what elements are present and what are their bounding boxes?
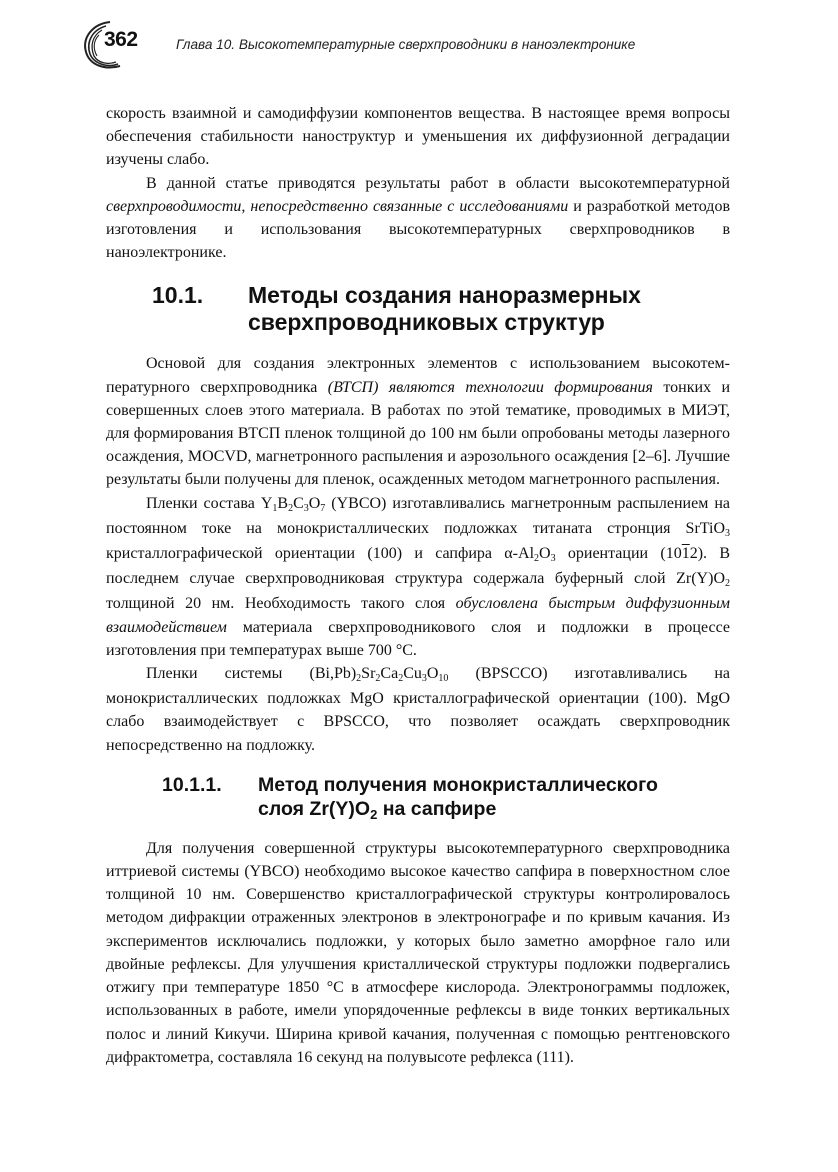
text-run: (BPSCCO) изготавливались на монокристаллических подложках MgO кристаллографической ориентации (100). MgO слабо взаимодействует с BPSCCO, что позволяет осаждать сверхпроводник непосредственно на подложку. [106,665,730,754]
subsection-title [258,773,730,823]
subsection-title-line-1: Метод получения монокристаллического [258,773,658,796]
section-number: 10.1. [152,282,204,309]
text-run: тонких и совершенных слоев этого материала. В работах по этой тематике, проводимых в МИЭТ, для формирования ВТСП пленок толщиной до 100 нм были опробованы методы лазерного осаждения, MOCVD, магнетронного распыления и аэрозольного осаждения [2–6]. Лучшие результаты были получены для пленок, осажденных методом магнетронного распыления. [106,378,731,489]
text-run: O [539,545,551,563]
subscript: 3 [725,527,730,539]
text-run: Sr [361,665,376,683]
text-run: O [426,665,439,683]
subscript: 2 [398,673,404,685]
section-heading-10-1 [106,282,730,336]
subscript: 2 [534,553,540,565]
text-run: Ca [380,665,399,683]
subscript: 2 [356,673,362,685]
text-run: ориентации (10 [555,545,682,563]
section-title [248,282,730,336]
text-run: Пленки системы (Bi,Pb) [146,665,357,683]
text-run: материала сверхпроводникового слоя и подложки в процессе изготовления при температурах выше 700 °С. [106,618,730,659]
paragraph-3 [106,352,730,491]
paragraph-1: скорость взаимной и самодиффузии компонентов вещества. В настоящее время вопросы обеспечения стабильности наноструктур и уменьшения их диффузионной деградации изучены слабо. [106,105,730,169]
subscript: 2 [725,578,730,590]
subscript: 2 [375,673,381,685]
text-run: C [293,494,304,512]
subscript: 3 [421,673,427,685]
subscript: 1 [272,502,278,514]
text-run: В данной статье приводятся результаты работ в области высокотемпературной [146,174,730,192]
text-run: Cu [403,665,422,683]
text-run: толщиной 20 нм. Необходимость такого слоя [106,595,456,613]
subscript: 3 [303,502,309,514]
italic-run: обусловлена быстрым диффузионным взаимодействием [106,595,730,636]
subsection-number: 10.1.1. [162,773,222,796]
overlined-digit: 1 [681,545,690,563]
paragraph-4 [106,492,730,662]
subscript: 7 [320,502,326,514]
text-run: (YBCO) изготавливались магнетронным распылением на постоянном токе на монокристаллических подложках титаната стронция SrTiO [106,494,730,537]
text-run: Основой для создания электронных элементов с использованием высокотемпературного сверхпроводника [106,355,730,396]
paragraph-5 [106,662,730,757]
page-body [106,102,730,1069]
paragraph-2 [106,172,730,265]
text-run: Пленки состава Y [146,494,273,512]
section-title-line-1: Методы создания наноразмерных [248,282,641,309]
paragraph-6: Для получения совершенной структуры высокотемпературного сверхпроводника иттриевой системы (YBCO) необходимо высокое качество сапфира в поверхностном слое толщиной 10 нм. Совершенство кристаллографической структуры контролировалось методом дифракции отраженных электронов в электронографе и по кривым качания. Из экспериментов исключались подложки, у которых было заметно аморфное гало или двойные рефлексы. Для улучшения кристаллической структуры подложки подвергались отжигу при температуре 1850 °С в атмосфере кислорода. Электронограммы подложек, использованных в работе, имели упорядоченные рефлексы в виде тонких вертикальных полос и линий Кикучи. Ширина кривой качания, полученная с помощью рентгеновского дифрактометра, составляла 16 секунд на полувысоте рефлекса (111). [106,839,730,1066]
section-title-line-2: сверхпроводниковых структур [248,309,605,336]
text-run: O [308,494,321,512]
text-run: и разработкой методов изготовления и использования высокотемпературных сверхпроводников в наноэлектронике. [106,197,731,262]
subsection-title-line-2-end: на сапфире [377,797,497,820]
italic-run: сверхпроводимости, непосредственно связанные с исследованиями [106,197,569,215]
subscript: 2 [370,806,378,822]
running-head: Глава 10. Высокотемпературные сверхпроводники в наноэлектронике [176,37,636,52]
subscript: 2 [288,502,294,514]
text-run: B [277,494,289,512]
subscript: 3 [550,553,556,565]
italic-run: (ВТСП) являются технологии формирования [327,378,653,396]
section-heading-10-1-1 [106,773,730,823]
text-run: кристаллографической ориентации (100) и сапфира α-Al [106,545,535,563]
subsection-title-line-2: слоя Zr(Y)O [258,797,371,820]
page-number: 362 [104,28,138,51]
subscript: 10 [438,673,449,685]
text-run: 2). В последнем случае сверхпроводниковая структура содержала буферный слой Zr(Y)O [106,545,731,588]
